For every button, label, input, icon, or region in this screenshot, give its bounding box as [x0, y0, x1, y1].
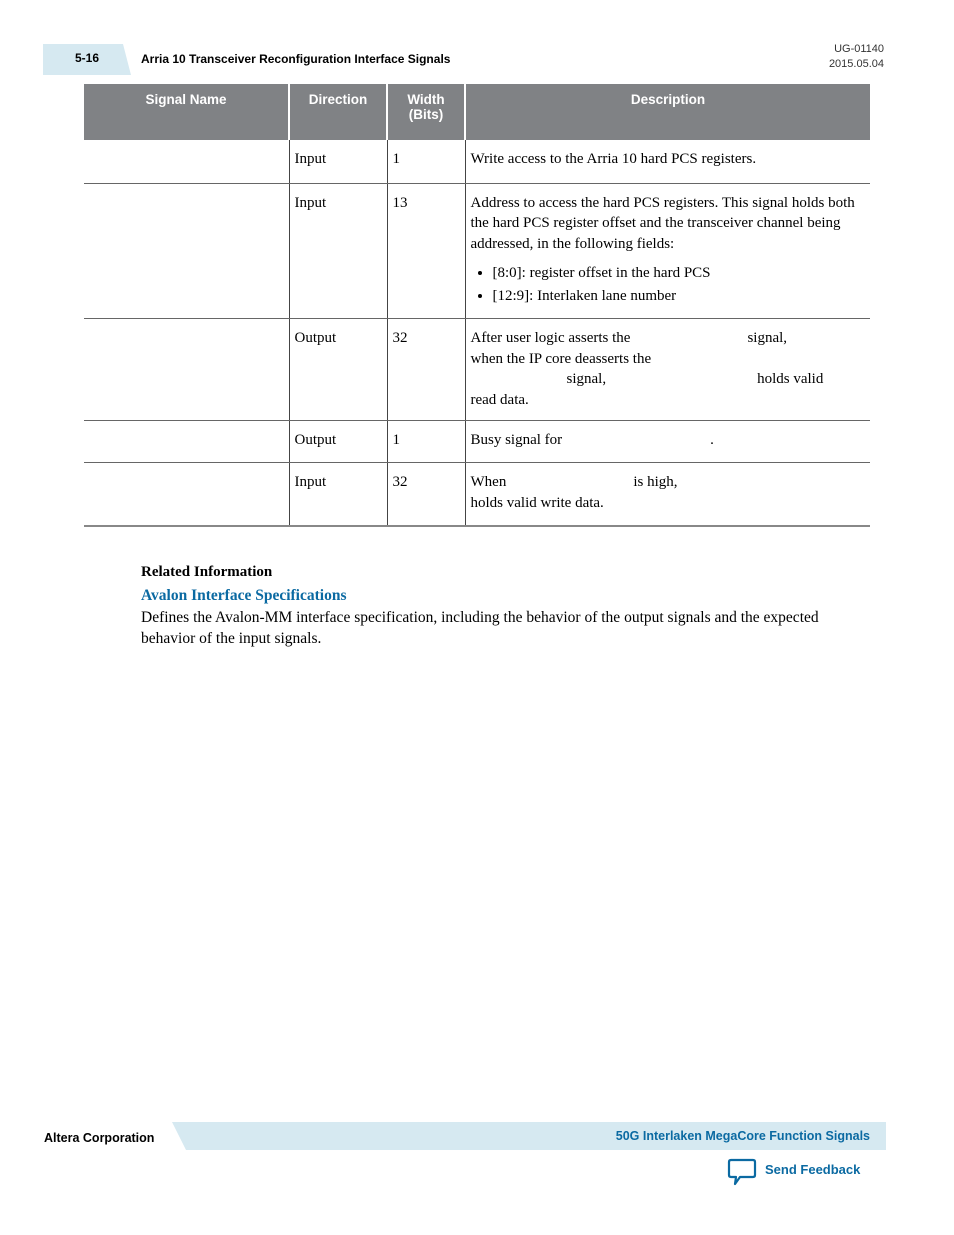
table-header-row — [84, 84, 870, 140]
cell-description — [465, 183, 870, 319]
description-text: Busy signal for — [470, 432, 563, 448]
cell-direction: Output — [289, 319, 387, 421]
cell-width: 13 — [387, 183, 465, 319]
related-info-description: Defines the Avalon-MM interface specification, including the behavior of the output signals and the expected behavior of the input signals. — [141, 609, 819, 647]
cell-width: 32 — [387, 463, 465, 526]
signal-table — [84, 84, 870, 527]
list-item: • [8:0]: register offset in the hard PCS — [493, 263, 866, 284]
cell-signal — [84, 463, 289, 526]
avalon-spec-link[interactable]: Avalon Interface Specifications — [141, 587, 347, 604]
footer-chapter-title: 50G Interlaken MegaCore Function Signals — [615, 1129, 870, 1143]
cell-description — [465, 421, 870, 463]
doc-date: 2015.05.04 — [828, 58, 884, 70]
cell-width: 1 — [387, 421, 465, 463]
description-text: Address to access the hard PCS registers. This signal holds both the hard PCS register offset and the transceiver channel being addressed, in the following fields: — [470, 194, 855, 252]
description-text: holds valid — [757, 371, 824, 387]
header-signal-name: Signal Name — [84, 84, 289, 140]
cell-width: 32 — [387, 319, 465, 421]
feedback-icon[interactable] — [727, 1158, 757, 1186]
cell-signal — [84, 421, 289, 463]
doc-id: UG-01140 — [834, 43, 884, 55]
page-number: 5-16 — [75, 51, 100, 65]
related-info-heading: Related Information — [141, 564, 273, 580]
header-description: Description — [465, 84, 870, 140]
description-text: signal, — [566, 371, 607, 387]
section-title: Arria 10 Transceiver Reconfiguration Interface Signals — [141, 52, 451, 66]
description-text: . — [710, 432, 714, 448]
footer-company: Altera Corporation — [44, 1131, 155, 1145]
description-text: holds valid write data. — [470, 494, 604, 511]
cell-signal — [84, 140, 289, 183]
cell-description — [465, 319, 870, 421]
description-text: signal, — [747, 330, 788, 346]
send-feedback-link[interactable]: Send Feedback — [765, 1162, 861, 1177]
description-text: When — [470, 474, 507, 490]
cell-direction: Input — [289, 183, 387, 319]
table-row — [84, 463, 870, 526]
description-text: After user logic asserts the — [470, 330, 631, 346]
table-row — [84, 183, 870, 319]
cell-signal — [84, 319, 289, 421]
cell-description — [465, 463, 870, 526]
cell-description: Write access to the Arria 10 hard PCS registers. — [465, 140, 870, 183]
header-direction: Direction — [289, 84, 387, 140]
list-item: • [12:9]: Interlaken lane number — [493, 286, 866, 307]
table-row — [84, 319, 870, 421]
cell-signal — [84, 183, 289, 319]
cell-direction: Input — [289, 463, 387, 526]
description-text: is high, — [633, 474, 678, 490]
table-row — [84, 140, 870, 183]
bullet-list — [471, 263, 866, 306]
cell-direction: Input — [289, 140, 387, 183]
description-text: when the IP core deasserts the — [470, 350, 652, 367]
header-width: Width (Bits) — [387, 84, 465, 140]
cell-direction: Output — [289, 421, 387, 463]
description-text: read data. — [470, 391, 529, 408]
table-row — [84, 421, 870, 463]
cell-width: 1 — [387, 140, 465, 183]
